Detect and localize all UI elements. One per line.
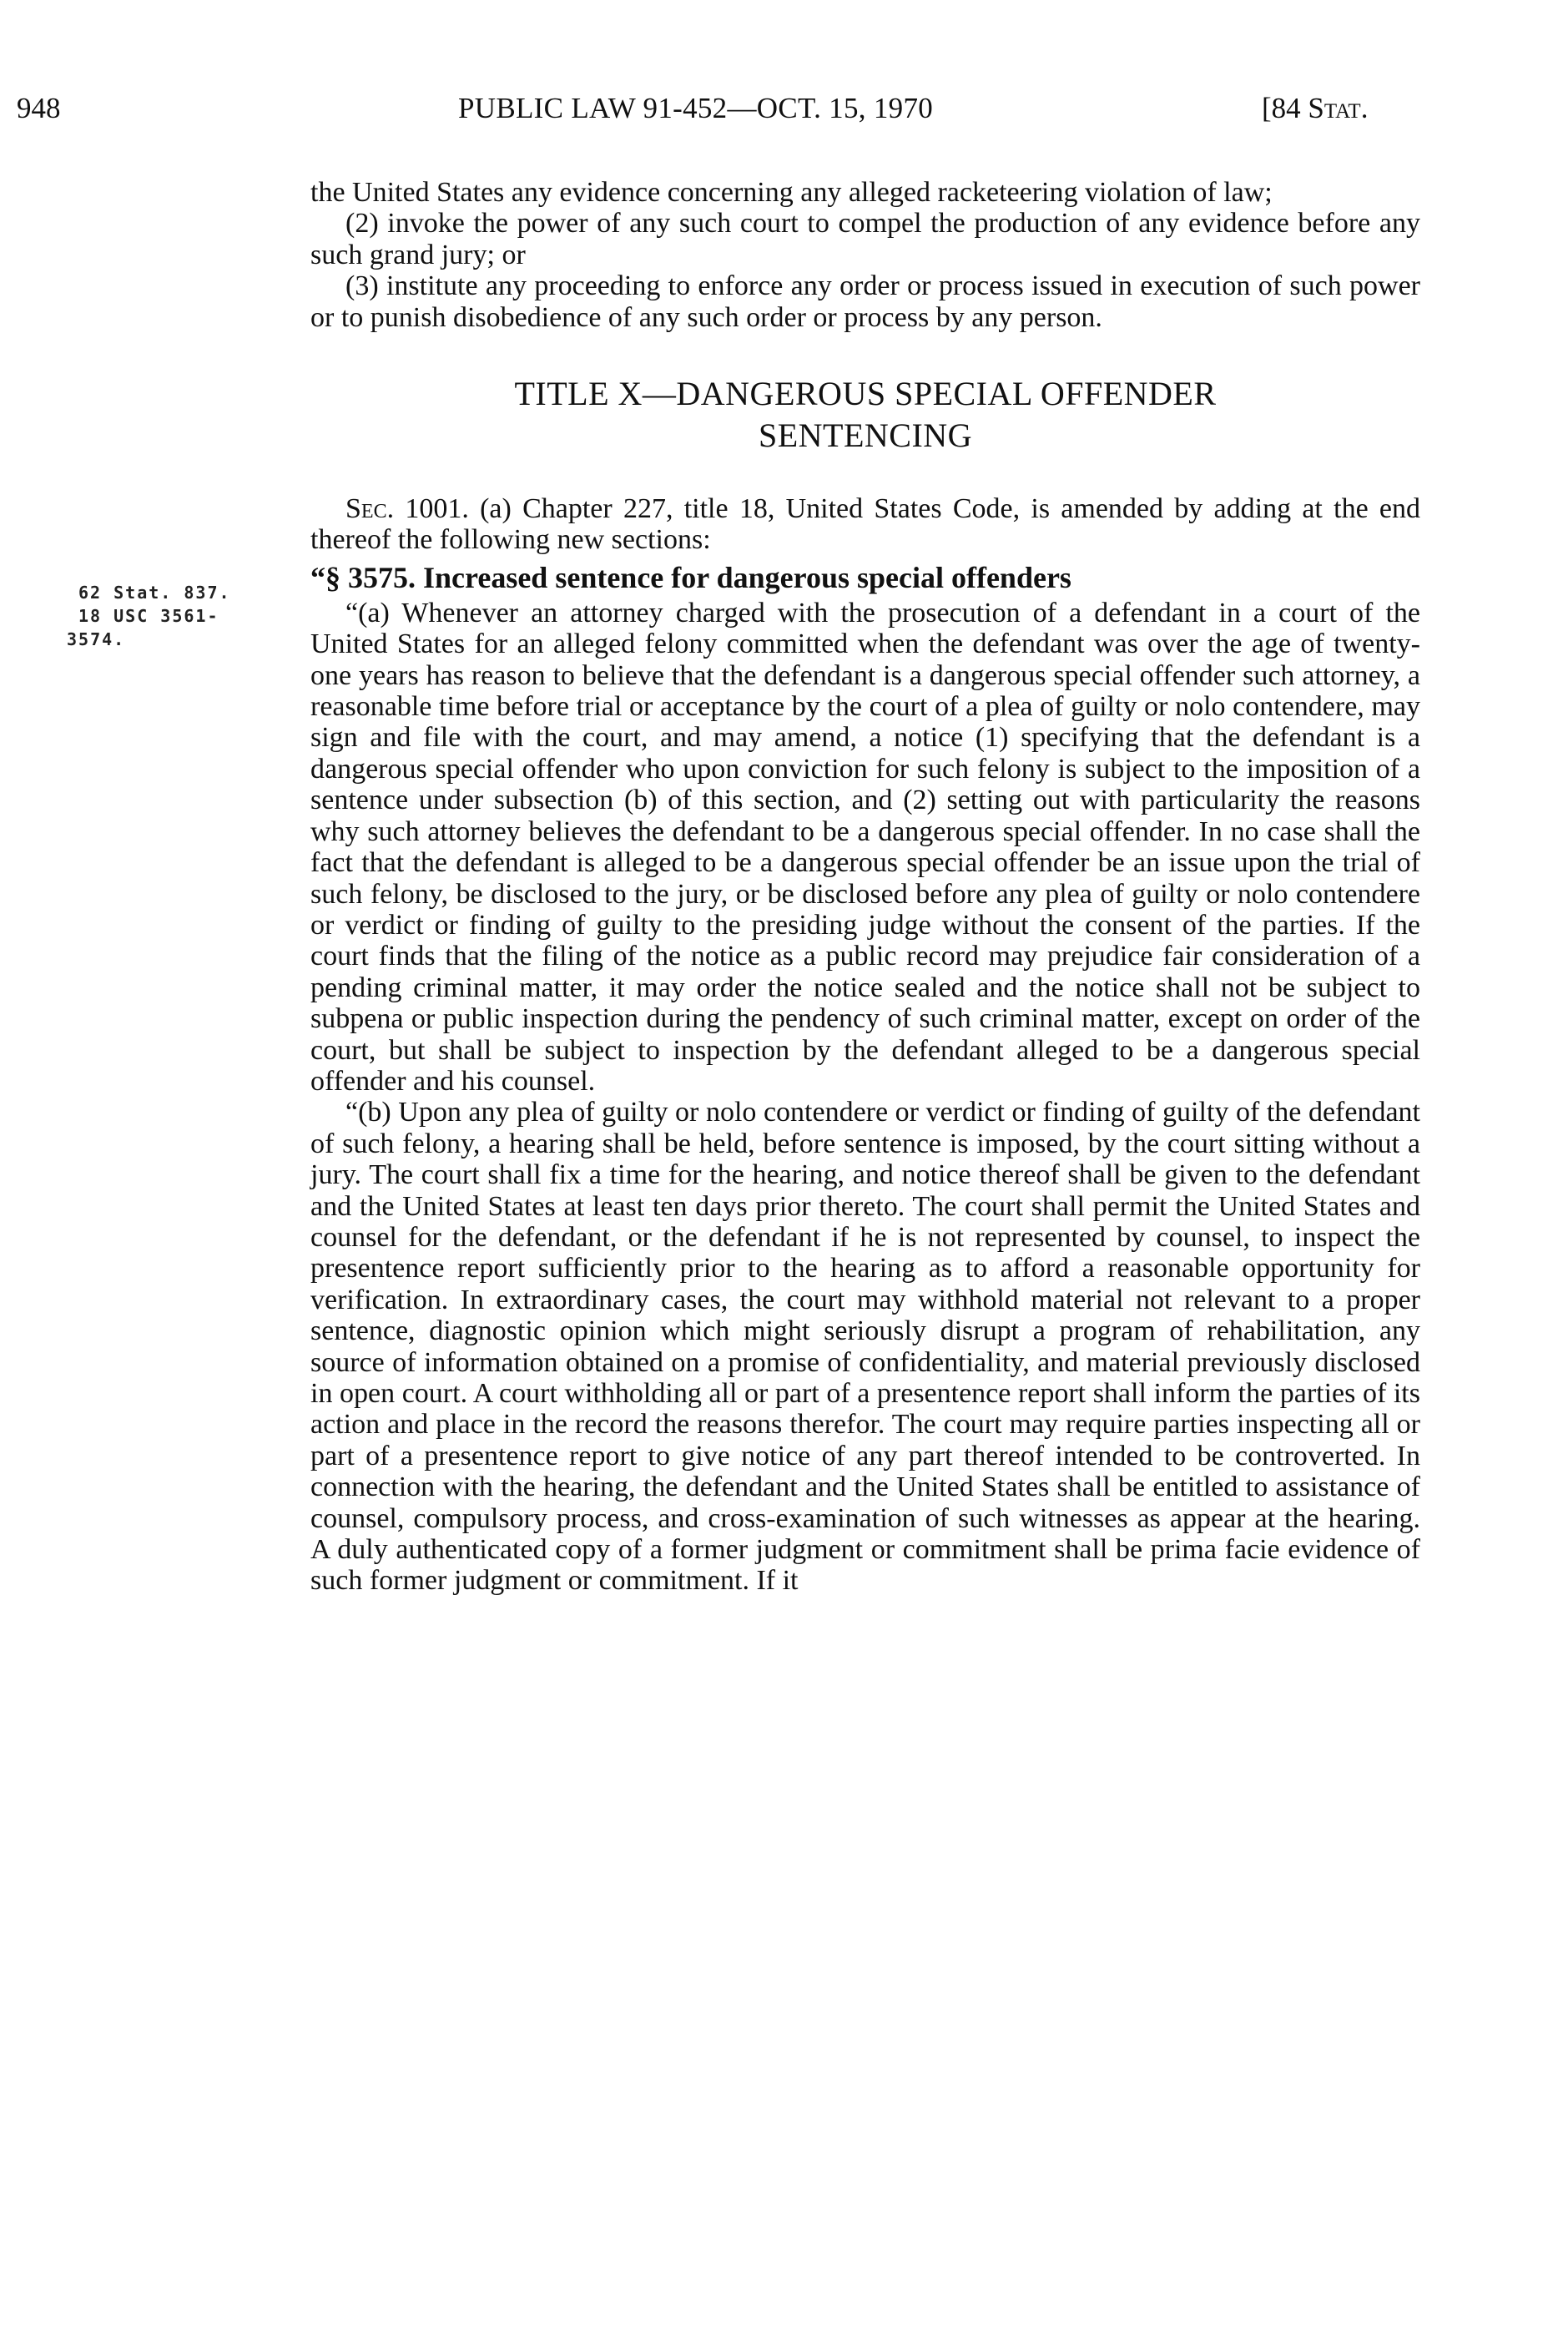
- running-head: [0, 90, 1568, 127]
- margin-note: [67, 581, 250, 651]
- page-number: 948: [17, 92, 61, 124]
- statutes-reference: [1262, 90, 1368, 127]
- section-1001-paragraph: [310, 493, 1420, 556]
- section-label: Sec.: [345, 493, 395, 525]
- section-3575-heading: “§ 3575. Increased sentence for dangerous special offenders: [310, 560, 1071, 594]
- continuation-paragraph: the United States any evidence concerning any alleged racketeering violation of law;: [310, 177, 1273, 208]
- margin-note-line: 62 Stat. 837.: [78, 583, 231, 603]
- margin-note-line: 18 USC 3561-: [78, 606, 219, 626]
- margin-note-line: 3574.: [67, 629, 126, 649]
- title-heading: [310, 373, 1420, 457]
- body-text: [310, 177, 1420, 1597]
- stat-ref-word: Stat.: [1308, 92, 1369, 124]
- stat-ref-prefix: [84: [1262, 92, 1308, 124]
- subsection-a: “(a) Whenever an attorney charged with the prosecution of a defendant in a court of the United States for an alleged felony committed when the defendant was over the age of twenty-one years has reason to believe that the defendant is a dangerous special offender such attorney, a reasonable time before trial or acceptance by the court of a plea of guilty or nolo contendere, may sign and file with the court, and may amend, a notice (1) specifying that the defendant is a dangerous special offender who upon conviction for such felony is subject to the imposition of a sentence under subsection (b) of this section, and (2) setting out with particularity the reasons why such attorney believes the defendant to be a dangerous special offender. In no case shall the fact that the defendant is alleged to be a dangerous special offender be an issue upon the trial of such felony, be disclosed to the jury, or be disclosed before any plea of guilty or nolo contendere or verdict or finding of guilty to the presiding judge without the consent of the parties. If the court finds that the filing of the notice as a public record may prejudice fair consideration of a pending criminal matter, it may order the notice sealed and the notice shall not be subject to subpena or public inspection during the pendency of such criminal matter, except on order of the court, but shall be subject to inspection by the defendant alleged to be a dangerous special offender and his counsel.: [310, 597, 1420, 1097]
- clause-3: (3) institute any proceeding to enforce any order or process issued in execution of such power or to punish disobedience of any such order or process by any person.: [310, 270, 1420, 333]
- clause-2: (2) invoke the power of any such court to compel the production of any evidence before any such grand jury; or: [310, 208, 1420, 270]
- law-title: PUBLIC LAW 91-452—OCT. 15, 1970: [458, 92, 934, 124]
- subsection-b: “(b) Upon any plea of guilty or nolo contendere or verdict or finding of guilty of the defendant of such felony, a hearing shall be held, before sentence is imposed, by the court sitting without a jury. The court shall fix a time for the hearing, and notice thereof shall be given to the defendant and the United States at least ten days prior thereto. The court shall permit the United States and counsel for the defendant, or the defendant if he is not represented by counsel, to inspect the presentence report sufficiently prior to the hearing as to afford a reasonable opportunity for verification. In extraordinary cases, the court may withhold material not relevant to a proper sentence, diagnostic opinion which might seriously disrupt a program of rehabilitation, any source of information obtained on a promise of confidentiality, and material previously disclosed in open court. A court withholding all or part of a presentence report shall inform the parties of its action and place in the record the reasons therefor. The court may require parties inspecting all or part of a presentence report to give notice of any part thereof intended to be controverted. In connection with the hearing, the defendant and the United States shall be entitled to assistance of counsel, compulsory process, and cross-examination of such witnesses as appear at the hearing. A duly authenticated copy of a former judgment or commitment shall be prima facie evidence of such former judgment or commitment. If it: [310, 1097, 1420, 1597]
- section-1001-text: 1001. (a) Chapter 227, title 18, United States Code, is amended by adding at the end thereof the following new sections:: [310, 493, 1420, 556]
- title-heading-line1: TITLE X—DANGEROUS SPECIAL OFFENDER: [514, 375, 1217, 413]
- title-heading-line2: SENTENCING: [758, 416, 973, 455]
